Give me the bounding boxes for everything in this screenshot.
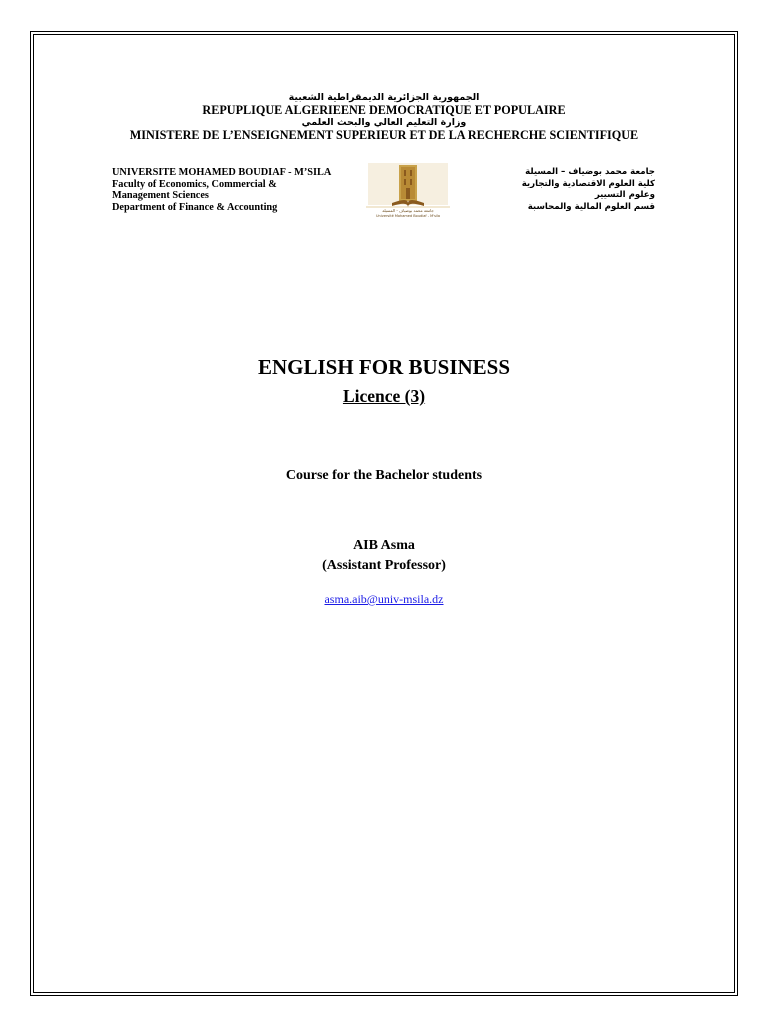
email-link[interactable]: asma.aib@univ-msila.dz <box>324 592 444 606</box>
university-info-english <box>112 167 331 213</box>
university-info-arabic <box>522 167 655 213</box>
document-title: ENGLISH FOR BUSINESS <box>257 355 511 379</box>
university-name-arabic: جامعة محمد بوضياف – المسيلة <box>525 167 655 177</box>
licence-level: Licence (3) <box>342 386 426 406</box>
department-name: Department of Finance & Accounting <box>112 201 278 213</box>
french-ministry-line: MINISTERE DE L’ENSEIGNEMENT SUPERIEUR ET DE LA RECHERCHE SCIENTIFIQUE <box>129 128 639 142</box>
logo-caption-latin: Université Mohamed Boudiaf - M'sila <box>376 214 440 218</box>
faculty-line-2-arabic: وعلوم التسيير <box>594 190 655 200</box>
email-block <box>0 591 768 607</box>
french-republic-line: REPUPLIQUE ALGERIEENE DEMOCRATIQUE ET POPULAIRE <box>202 103 566 117</box>
arabic-republic-line: الجمهورية الجزائرية الديمقراطية الشعبية <box>288 92 480 103</box>
author-block <box>0 536 768 576</box>
author-role: (Assistant Professor) <box>322 558 446 573</box>
course-description: Course for the Bachelor students <box>285 468 483 483</box>
arabic-ministry-line: وزارة التعليم العالي والبحث العلمي <box>301 117 467 128</box>
university-name: UNIVERSITE MOHAMED BOUDIAF - M’SILA <box>112 167 332 178</box>
logo-caption-arabic: جامعة محمد بوضياف - المسيلة <box>382 208 434 213</box>
faculty-line-2: Management Sciences <box>112 190 209 201</box>
faculty-line-1: Faculty of Economics, Commercial & <box>112 178 277 190</box>
document-subtitle <box>0 385 768 407</box>
department-name-arabic: قسم العلوم المالية والمحاسبة <box>527 201 655 212</box>
faculty-line-1-arabic: كلية العلوم الاقتصادية والتجارية <box>521 178 655 189</box>
government-header <box>0 92 768 142</box>
author-name: AIB Asma <box>353 538 415 553</box>
